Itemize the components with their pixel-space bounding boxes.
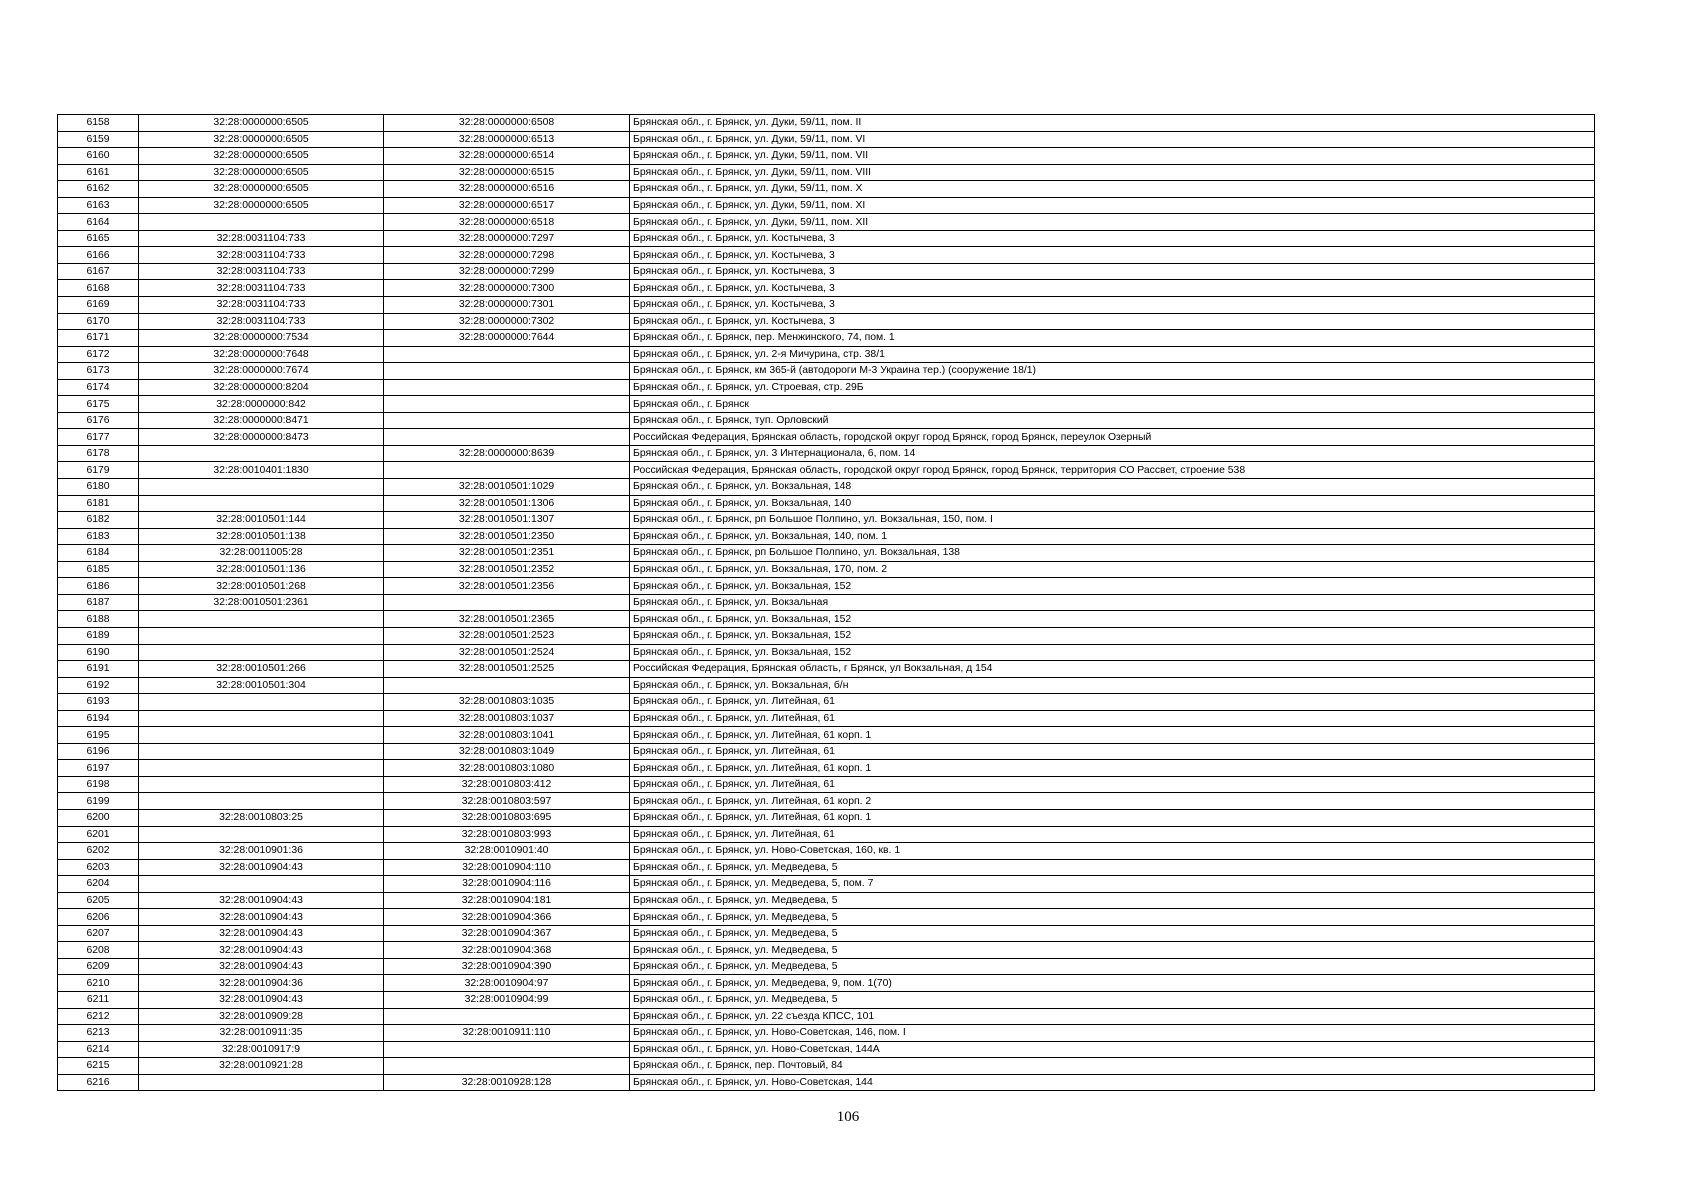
page-number: 106 [836, 1109, 860, 1125]
related-cadastral-number-cell [384, 412, 630, 429]
related-cadastral-number-cell: 32:28:0010803:1035 [384, 694, 630, 711]
table-row [58, 528, 1595, 545]
related-cadastral-number-cell: 32:28:0010904:116 [384, 876, 630, 893]
row-number-cell: 6185 [58, 561, 139, 578]
address-cell: Брянская обл., г. Брянск, рп Большое Полпино, ул. Вокзальная, 138 [630, 545, 1595, 562]
cadastral-number-cell: 32:28:0000000:6505 [139, 164, 384, 181]
address-cell: Брянская обл., г. Брянск, ул. Медведева, 5 [630, 909, 1595, 926]
address-cell: Брянская обл., г. Брянск, ул. Ново-Советская, 144А [630, 1041, 1595, 1058]
cadastral-number-cell [139, 760, 384, 777]
cadastral-number-cell: 32:28:0000000:7674 [139, 363, 384, 380]
cadastral-number-cell: 32:28:0000000:6505 [139, 148, 384, 165]
related-cadastral-number-cell: 32:28:0000000:6508 [384, 115, 630, 132]
address-cell: Брянская обл., г. Брянск, ул. Литейная, 61 корп. 1 [630, 760, 1595, 777]
table-row [58, 512, 1595, 529]
address-cell: Брянская обл., г. Брянск, ул. Костычева, 3 [630, 247, 1595, 264]
row-number-cell: 6179 [58, 462, 139, 479]
row-number-cell: 6164 [58, 214, 139, 231]
row-number-cell: 6204 [58, 876, 139, 893]
related-cadastral-number-cell: 32:28:0010501:2365 [384, 611, 630, 628]
related-cadastral-number-cell [384, 346, 630, 363]
row-number-cell: 6168 [58, 280, 139, 297]
table-row [58, 793, 1595, 810]
table-row [58, 495, 1595, 512]
table-row [58, 445, 1595, 462]
related-cadastral-number-cell: 32:28:0010904:99 [384, 991, 630, 1008]
row-number-cell: 6208 [58, 942, 139, 959]
row-number-cell: 6165 [58, 230, 139, 247]
address-cell: Брянская обл., г. Брянск, ул. Костычева, 3 [630, 263, 1595, 280]
cadastral-number-cell: 32:28:0031104:733 [139, 230, 384, 247]
table-row [58, 958, 1595, 975]
table-row [58, 429, 1595, 446]
cadastral-number-cell [139, 727, 384, 744]
table-row [58, 611, 1595, 628]
table-row [58, 412, 1595, 429]
cadastral-number-cell: 32:28:0010904:36 [139, 975, 384, 992]
related-cadastral-number-cell: 32:28:0010501:2525 [384, 661, 630, 678]
row-number-cell: 6195 [58, 727, 139, 744]
address-cell: Брянская обл., г. Брянск, ул. Дуки, 59/11, пом. X [630, 181, 1595, 198]
row-number-cell: 6193 [58, 694, 139, 711]
cadastral-number-cell: 32:28:0010904:43 [139, 859, 384, 876]
cadastral-number-cell [139, 776, 384, 793]
row-number-cell: 6166 [58, 247, 139, 264]
row-number-cell: 6207 [58, 925, 139, 942]
row-number-cell: 6214 [58, 1041, 139, 1058]
related-cadastral-number-cell: 32:28:0010501:2524 [384, 644, 630, 661]
related-cadastral-number-cell: 32:28:0010803:597 [384, 793, 630, 810]
cadastral-number-cell: 32:28:0011005:28 [139, 545, 384, 562]
address-cell: Брянская обл., г. Брянск, ул. Литейная, 61 [630, 694, 1595, 711]
table-row [58, 197, 1595, 214]
address-cell: Брянская обл., г. Брянск, ул. Костычева, 3 [630, 313, 1595, 330]
table-row [58, 909, 1595, 926]
related-cadastral-number-cell: 32:28:0000000:6516 [384, 181, 630, 198]
cadastral-number-cell [139, 793, 384, 810]
cadastral-number-cell: 32:28:0010911:35 [139, 1025, 384, 1042]
row-number-cell: 6213 [58, 1025, 139, 1042]
address-cell: Брянская обл., г. Брянск [630, 396, 1595, 413]
table-row [58, 462, 1595, 479]
related-cadastral-number-cell: 32:28:0000000:7301 [384, 297, 630, 314]
row-number-cell: 6211 [58, 991, 139, 1008]
table-row [58, 925, 1595, 942]
cadastral-number-cell: 32:28:0000000:8204 [139, 379, 384, 396]
table-row [58, 479, 1595, 496]
table-row [58, 396, 1595, 413]
related-cadastral-number-cell: 32:28:0010904:367 [384, 925, 630, 942]
address-cell: Брянская обл., г. Брянск, туп. Орловский [630, 412, 1595, 429]
table-row [58, 809, 1595, 826]
row-number-cell: 6200 [58, 809, 139, 826]
address-cell: Брянская обл., г. Брянск, ул. Костычева, 3 [630, 297, 1595, 314]
row-number-cell: 6177 [58, 429, 139, 446]
related-cadastral-number-cell: 32:28:0010803:412 [384, 776, 630, 793]
address-cell: Брянская обл., г. Брянск, пер. Почтовый, 84 [630, 1058, 1595, 1075]
table-row [58, 131, 1595, 148]
address-cell: Брянская обл., г. Брянск, ул. Вокзальная, 152 [630, 611, 1595, 628]
table-row [58, 545, 1595, 562]
table-row [58, 148, 1595, 165]
address-cell: Брянская обл., г. Брянск, рп Большое Полпино, ул. Вокзальная, 150, пом. I [630, 512, 1595, 529]
address-cell: Брянская обл., г. Брянск, ул. Дуки, 59/11, пом. VII [630, 148, 1595, 165]
row-number-cell: 6205 [58, 892, 139, 909]
cadastral-number-cell: 32:28:0010904:43 [139, 925, 384, 942]
related-cadastral-number-cell: 32:28:0010904:390 [384, 958, 630, 975]
related-cadastral-number-cell: 32:28:0000000:6513 [384, 131, 630, 148]
address-cell: Российская Федерация, Брянская область, городской округ город Брянск, город Брянск, переулок Озерный [630, 429, 1595, 446]
address-cell: Брянская обл., г. Брянск, ул. Медведева, 5 [630, 859, 1595, 876]
cadastral-number-cell: 32:28:0010909:28 [139, 1008, 384, 1025]
table-row [58, 313, 1595, 330]
address-cell: Брянская обл., г. Брянск, ул. Литейная, 61 корп. 1 [630, 809, 1595, 826]
table-row [58, 1041, 1595, 1058]
table-row [58, 1074, 1595, 1091]
cadastral-number-cell: 32:28:0010501:138 [139, 528, 384, 545]
cadastral-number-cell: 32:28:0031104:733 [139, 263, 384, 280]
table-row [58, 727, 1595, 744]
related-cadastral-number-cell: 32:28:0010501:1029 [384, 479, 630, 496]
related-cadastral-number-cell: 32:28:0010803:993 [384, 826, 630, 843]
table-row [58, 379, 1595, 396]
table-row [58, 578, 1595, 595]
row-number-cell: 6167 [58, 263, 139, 280]
address-cell: Брянская обл., г. Брянск, ул. Ново-Советская, 144 [630, 1074, 1595, 1091]
table-row [58, 214, 1595, 231]
row-number-cell: 6181 [58, 495, 139, 512]
address-cell: Брянская обл., г. Брянск, ул. 2-я Мичурина, стр. 38/1 [630, 346, 1595, 363]
address-cell: Брянская обл., г. Брянск, ул. Медведева, 5, пом. 7 [630, 876, 1595, 893]
related-cadastral-number-cell: 32:28:0010904:97 [384, 975, 630, 992]
table-row [58, 743, 1595, 760]
address-cell: Брянская обл., г. Брянск, ул. Костычева, 3 [630, 230, 1595, 247]
address-cell: Брянская обл., г. Брянск, ул. 22 съезда КПСС, 101 [630, 1008, 1595, 1025]
related-cadastral-number-cell: 32:28:0000000:7299 [384, 263, 630, 280]
related-cadastral-number-cell: 32:28:0010928:128 [384, 1074, 630, 1091]
address-cell: Брянская обл., г. Брянск, ул. Ново-Советская, 160, кв. 1 [630, 843, 1595, 860]
cadastral-number-cell: 32:28:0000000:6505 [139, 197, 384, 214]
row-number-cell: 6203 [58, 859, 139, 876]
cadastral-number-cell: 32:28:0010904:43 [139, 942, 384, 959]
related-cadastral-number-cell: 32:28:0000000:7302 [384, 313, 630, 330]
address-cell: Брянская обл., г. Брянск, ул. Медведева, 5 [630, 991, 1595, 1008]
related-cadastral-number-cell: 32:28:0010803:1041 [384, 727, 630, 744]
cadastral-number-cell: 32:28:0010904:43 [139, 892, 384, 909]
related-cadastral-number-cell: 32:28:0010501:2523 [384, 627, 630, 644]
cadastral-number-cell [139, 710, 384, 727]
row-number-cell: 6215 [58, 1058, 139, 1075]
registry-table [57, 114, 1595, 1091]
address-cell: Брянская обл., г. Брянск, ул. Вокзальная, б/н [630, 677, 1595, 694]
cadastral-number-cell [139, 694, 384, 711]
cadastral-number-cell [139, 876, 384, 893]
related-cadastral-number-cell: 32:28:0010501:2352 [384, 561, 630, 578]
address-cell: Брянская обл., г. Брянск, ул. Вокзальная, 170, пом. 2 [630, 561, 1595, 578]
cadastral-number-cell [139, 627, 384, 644]
registry-table-body [58, 115, 1595, 1091]
cadastral-number-cell [139, 214, 384, 231]
table-row [58, 297, 1595, 314]
address-cell: Брянская обл., г. Брянск, ул. Медведева, 5 [630, 925, 1595, 942]
row-number-cell: 6176 [58, 412, 139, 429]
cadastral-number-cell: 32:28:0010501:266 [139, 661, 384, 678]
cadastral-number-cell [139, 644, 384, 661]
address-cell: Брянская обл., г. Брянск, ул. Костычева, 3 [630, 280, 1595, 297]
related-cadastral-number-cell: 32:28:0010911:110 [384, 1025, 630, 1042]
address-cell: Брянская обл., г. Брянск, ул. 3 Интернационала, 6, пом. 14 [630, 445, 1595, 462]
row-number-cell: 6171 [58, 330, 139, 347]
table-row [58, 330, 1595, 347]
related-cadastral-number-cell [384, 1041, 630, 1058]
cadastral-number-cell: 32:28:0010901:36 [139, 843, 384, 860]
table-row [58, 1008, 1595, 1025]
row-number-cell: 6175 [58, 396, 139, 413]
address-cell: Брянская обл., г. Брянск, ул. Литейная, 61 [630, 710, 1595, 727]
address-cell: Брянская обл., г. Брянск, ул. Дуки, 59/11, пом. VIII [630, 164, 1595, 181]
row-number-cell: 6198 [58, 776, 139, 793]
related-cadastral-number-cell [384, 594, 630, 611]
table-row [58, 776, 1595, 793]
cadastral-number-cell: 32:28:0000000:6505 [139, 181, 384, 198]
related-cadastral-number-cell: 32:28:0000000:8639 [384, 445, 630, 462]
address-cell: Брянская обл., г. Брянск, ул. Дуки, 59/11, пом. VI [630, 131, 1595, 148]
row-number-cell: 6158 [58, 115, 139, 132]
address-cell: Брянская обл., г. Брянск, ул. Медведева, 5 [630, 892, 1595, 909]
address-cell: Брянская обл., г. Брянск, ул. Медведева, 9, пом. 1(70) [630, 975, 1595, 992]
table-row [58, 710, 1595, 727]
related-cadastral-number-cell: 32:28:0000000:7644 [384, 330, 630, 347]
address-cell: Брянская обл., г. Брянск, км 365-й (автодороги М-3 Украина тер.) (сооружение 18/1) [630, 363, 1595, 380]
table-row [58, 661, 1595, 678]
cadastral-number-cell: 32:28:0000000:8471 [139, 412, 384, 429]
address-cell: Брянская обл., г. Брянск, ул. Литейная, 61 [630, 826, 1595, 843]
related-cadastral-number-cell: 32:28:0000000:6515 [384, 164, 630, 181]
related-cadastral-number-cell: 32:28:0010501:2351 [384, 545, 630, 562]
table-row [58, 760, 1595, 777]
related-cadastral-number-cell [384, 677, 630, 694]
row-number-cell: 6212 [58, 1008, 139, 1025]
related-cadastral-number-cell: 32:28:0000000:7297 [384, 230, 630, 247]
row-number-cell: 6172 [58, 346, 139, 363]
table-row [58, 942, 1595, 959]
table-row [58, 876, 1595, 893]
row-number-cell: 6180 [58, 479, 139, 496]
cadastral-number-cell: 32:28:0010917:9 [139, 1041, 384, 1058]
table-row [58, 115, 1595, 132]
table-row [58, 644, 1595, 661]
related-cadastral-number-cell [384, 396, 630, 413]
related-cadastral-number-cell [384, 462, 630, 479]
row-number-cell: 6174 [58, 379, 139, 396]
related-cadastral-number-cell: 32:28:0010904:181 [384, 892, 630, 909]
related-cadastral-number-cell: 32:28:0000000:6517 [384, 197, 630, 214]
table-row [58, 263, 1595, 280]
related-cadastral-number-cell: 32:28:0000000:7300 [384, 280, 630, 297]
row-number-cell: 6187 [58, 594, 139, 611]
address-cell: Брянская обл., г. Брянск, ул. Строевая, стр. 29Б [630, 379, 1595, 396]
row-number-cell: 6216 [58, 1074, 139, 1091]
related-cadastral-number-cell: 32:28:0010803:1049 [384, 743, 630, 760]
row-number-cell: 6194 [58, 710, 139, 727]
row-number-cell: 6170 [58, 313, 139, 330]
cadastral-number-cell: 32:28:0010501:144 [139, 512, 384, 529]
row-number-cell: 6209 [58, 958, 139, 975]
related-cadastral-number-cell: 32:28:0010904:366 [384, 909, 630, 926]
address-cell: Российская Федерация, Брянская область, г Брянск, ул Вокзальная, д 154 [630, 661, 1595, 678]
related-cadastral-number-cell: 32:28:0010803:695 [384, 809, 630, 826]
address-cell: Брянская обл., г. Брянск, ул. Вокзальная, 152 [630, 627, 1595, 644]
related-cadastral-number-cell [384, 1058, 630, 1075]
table-row [58, 230, 1595, 247]
cadastral-number-cell: 32:28:0031104:733 [139, 280, 384, 297]
related-cadastral-number-cell: 32:28:0000000:6518 [384, 214, 630, 231]
related-cadastral-number-cell [384, 1008, 630, 1025]
table-row [58, 561, 1595, 578]
row-number-cell: 6210 [58, 975, 139, 992]
table-row [58, 859, 1595, 876]
cadastral-number-cell: 32:28:0010904:43 [139, 958, 384, 975]
address-cell: Брянская обл., г. Брянск, ул. Медведева, 5 [630, 958, 1595, 975]
table-row [58, 346, 1595, 363]
cadastral-number-cell: 32:28:0010904:43 [139, 991, 384, 1008]
cadastral-number-cell: 32:28:0010501:304 [139, 677, 384, 694]
cadastral-number-cell: 32:28:0010921:28 [139, 1058, 384, 1075]
table-row [58, 280, 1595, 297]
row-number-cell: 6182 [58, 512, 139, 529]
address-cell: Брянская обл., г. Брянск, ул. Литейная, 61 [630, 776, 1595, 793]
cadastral-number-cell: 32:28:0010501:268 [139, 578, 384, 595]
cadastral-number-cell: 32:28:0031104:733 [139, 247, 384, 264]
address-cell: Брянская обл., г. Брянск, ул. Вокзальная, 152 [630, 578, 1595, 595]
related-cadastral-number-cell: 32:28:0010501:2356 [384, 578, 630, 595]
table-row [58, 677, 1595, 694]
row-number-cell: 6196 [58, 743, 139, 760]
table-row [58, 892, 1595, 909]
address-cell: Брянская обл., г. Брянск, ул. Литейная, 61 [630, 743, 1595, 760]
row-number-cell: 6161 [58, 164, 139, 181]
row-number-cell: 6191 [58, 661, 139, 678]
table-row [58, 594, 1595, 611]
related-cadastral-number-cell [384, 363, 630, 380]
table-row [58, 991, 1595, 1008]
related-cadastral-number-cell: 32:28:0010803:1037 [384, 710, 630, 727]
cadastral-number-cell: 32:28:0000000:7648 [139, 346, 384, 363]
address-cell: Брянская обл., г. Брянск, ул. Медведева, 5 [630, 942, 1595, 959]
address-cell: Брянская обл., г. Брянск, ул. Дуки, 59/11, пом. II [630, 115, 1595, 132]
row-number-cell: 6199 [58, 793, 139, 810]
address-cell: Брянская обл., г. Брянск, ул. Ново-Советская, 146, пом. I [630, 1025, 1595, 1042]
cadastral-number-cell: 32:28:0010401:1830 [139, 462, 384, 479]
row-number-cell: 6197 [58, 760, 139, 777]
row-number-cell: 6173 [58, 363, 139, 380]
cadastral-number-cell: 32:28:0000000:8473 [139, 429, 384, 446]
address-cell: Брянская обл., г. Брянск, ул. Дуки, 59/11, пом. XI [630, 197, 1595, 214]
cadastral-number-cell [139, 743, 384, 760]
document-sheet [57, 114, 1594, 1091]
cadastral-number-cell [139, 445, 384, 462]
row-number-cell: 6186 [58, 578, 139, 595]
row-number-cell: 6189 [58, 627, 139, 644]
row-number-cell: 6169 [58, 297, 139, 314]
related-cadastral-number-cell: 32:28:0000000:6514 [384, 148, 630, 165]
table-row [58, 363, 1595, 380]
table-row [58, 1025, 1595, 1042]
row-number-cell: 6162 [58, 181, 139, 198]
row-number-cell: 6183 [58, 528, 139, 545]
cadastral-number-cell: 32:28:0000000:842 [139, 396, 384, 413]
cadastral-number-cell [139, 826, 384, 843]
related-cadastral-number-cell: 32:28:0010901:40 [384, 843, 630, 860]
row-number-cell: 6201 [58, 826, 139, 843]
table-row [58, 694, 1595, 711]
table-row [58, 181, 1595, 198]
address-cell: Брянская обл., г. Брянск, ул. Дуки, 59/11, пом. XII [630, 214, 1595, 231]
table-row [58, 826, 1595, 843]
row-number-cell: 6202 [58, 843, 139, 860]
row-number-cell: 6206 [58, 909, 139, 926]
cadastral-number-cell: 32:28:0010501:2361 [139, 594, 384, 611]
row-number-cell: 6192 [58, 677, 139, 694]
cadastral-number-cell: 32:28:0000000:6505 [139, 115, 384, 132]
table-row [58, 247, 1595, 264]
table-row [58, 1058, 1595, 1075]
cadastral-number-cell [139, 1074, 384, 1091]
cadastral-number-cell [139, 611, 384, 628]
related-cadastral-number-cell: 32:28:0010904:368 [384, 942, 630, 959]
row-number-cell: 6178 [58, 445, 139, 462]
address-cell: Брянская обл., г. Брянск, ул. Литейная, 61 корп. 2 [630, 793, 1595, 810]
address-cell: Брянская обл., г. Брянск, ул. Литейная, 61 корп. 1 [630, 727, 1595, 744]
related-cadastral-number-cell: 32:28:0010501:1307 [384, 512, 630, 529]
related-cadastral-number-cell [384, 429, 630, 446]
cadastral-number-cell [139, 479, 384, 496]
related-cadastral-number-cell: 32:28:0000000:7298 [384, 247, 630, 264]
cadastral-number-cell: 32:28:0000000:6505 [139, 131, 384, 148]
row-number-cell: 6184 [58, 545, 139, 562]
related-cadastral-number-cell: 32:28:0010803:1080 [384, 760, 630, 777]
row-number-cell: 6159 [58, 131, 139, 148]
address-cell: Брянская обл., г. Брянск, ул. Вокзальная, 140, пом. 1 [630, 528, 1595, 545]
table-row [58, 627, 1595, 644]
table-row [58, 164, 1595, 181]
table-row [58, 975, 1595, 992]
address-cell: Российская Федерация, Брянская область, городской округ город Брянск, город Брянск, территория СО Рассвет, строение 538 [630, 462, 1595, 479]
table-row [58, 843, 1595, 860]
cadastral-number-cell: 32:28:0031104:733 [139, 297, 384, 314]
cadastral-number-cell: 32:28:0010501:136 [139, 561, 384, 578]
related-cadastral-number-cell: 32:28:0010501:2350 [384, 528, 630, 545]
cadastral-number-cell: 32:28:0010803:25 [139, 809, 384, 826]
row-number-cell: 6190 [58, 644, 139, 661]
address-cell: Брянская обл., г. Брянск, ул. Вокзальная [630, 594, 1595, 611]
row-number-cell: 6188 [58, 611, 139, 628]
related-cadastral-number-cell: 32:28:0010904:110 [384, 859, 630, 876]
address-cell: Брянская обл., г. Брянск, ул. Вокзальная, 148 [630, 479, 1595, 496]
related-cadastral-number-cell: 32:28:0010501:1306 [384, 495, 630, 512]
address-cell: Брянская обл., г. Брянск, пер. Менжинского, 74, пом. 1 [630, 330, 1595, 347]
address-cell: Брянская обл., г. Брянск, ул. Вокзальная, 140 [630, 495, 1595, 512]
cadastral-number-cell: 32:28:0010904:43 [139, 909, 384, 926]
row-number-cell: 6163 [58, 197, 139, 214]
address-cell: Брянская обл., г. Брянск, ул. Вокзальная, 152 [630, 644, 1595, 661]
row-number-cell: 6160 [58, 148, 139, 165]
cadastral-number-cell: 32:28:0000000:7534 [139, 330, 384, 347]
cadastral-number-cell: 32:28:0031104:733 [139, 313, 384, 330]
cadastral-number-cell [139, 495, 384, 512]
related-cadastral-number-cell [384, 379, 630, 396]
